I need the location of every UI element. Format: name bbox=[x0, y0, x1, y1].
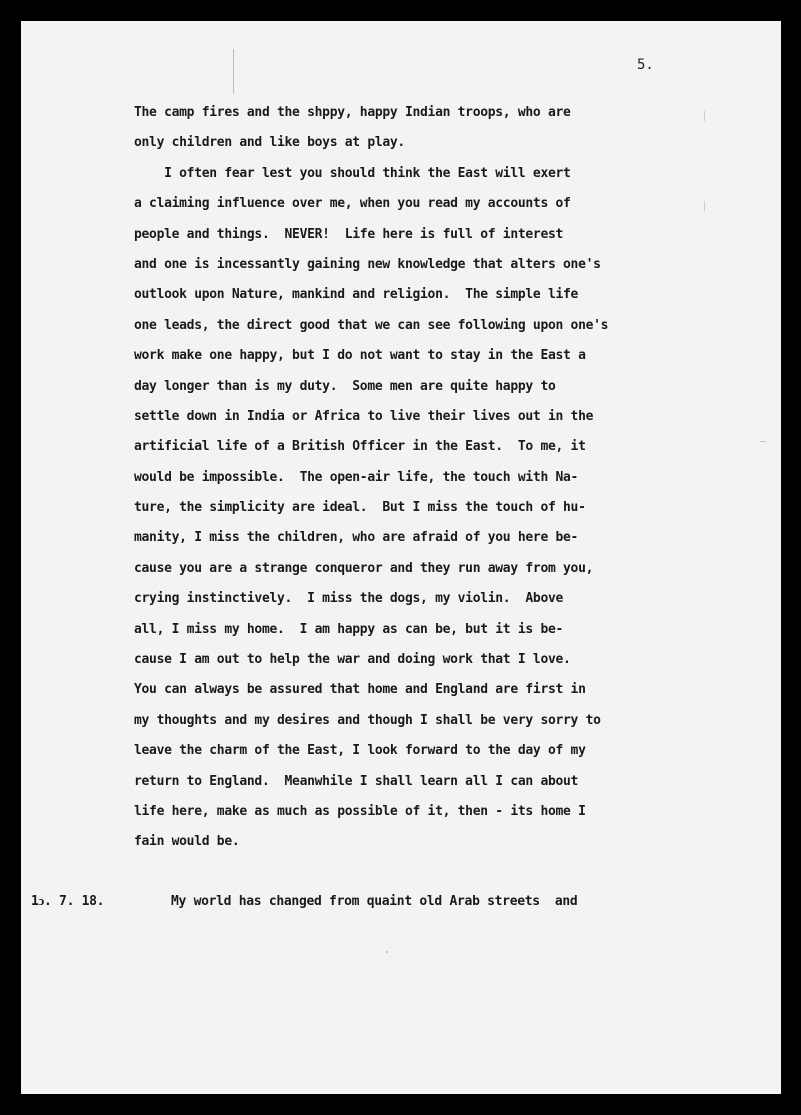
text-line: fain would be. bbox=[134, 834, 240, 850]
entry-text: My world has changed from quaint old Arab streets and bbox=[171, 894, 578, 909]
pencil-mark bbox=[704, 111, 705, 121]
pencil-mark bbox=[386, 951, 388, 953]
text-line: You can always be assured that home and England are first in bbox=[134, 682, 586, 698]
text-line: day longer than is my duty. Some men are quite happy to bbox=[134, 378, 556, 394]
document-page bbox=[21, 21, 781, 1094]
text-line: my thoughts and my desires and though I shall be very sorry to bbox=[134, 712, 601, 728]
text-line: work make one happy, but I do not want to stay in the East a bbox=[134, 348, 586, 364]
text-line: and one is incessantly gaining new knowledge that alters one's bbox=[134, 256, 601, 272]
text-line: people and things. NEVER! Life here is full of interest bbox=[134, 226, 564, 242]
text-line: a claiming influence over me, when you read my accounts of bbox=[134, 196, 571, 212]
text-line: cause you are a strange conqueror and they run away from you, bbox=[134, 560, 594, 576]
text-line: leave the charm of the East, I look forward to the day of my bbox=[134, 743, 586, 759]
text-line: ture, the simplicity are ideal. But I miss the touch of hu- bbox=[134, 500, 586, 516]
pencil-mark bbox=[704, 201, 705, 211]
text-line: artificial life of a British Officer in the East. To me, it bbox=[134, 439, 586, 455]
text-line: all, I miss my home. I am happy as can be, but it is be- bbox=[134, 621, 564, 637]
text-line: I often fear lest you should think the East will exert bbox=[134, 165, 571, 181]
text-line: cause I am out to help the war and doing work that I love. bbox=[134, 652, 571, 668]
page-number: 5. bbox=[637, 57, 654, 73]
text-line: return to England. Meanwhile I shall learn all I can about bbox=[134, 773, 579, 789]
text-line: one leads, the direct good that we can see following upon one's bbox=[134, 317, 609, 333]
diary-entry bbox=[21, 887, 781, 917]
text-line: The camp fires and the shppy, happy Indian troops, who are bbox=[134, 105, 571, 120]
text-line: only children and like boys at play. bbox=[134, 135, 405, 151]
pencil-mark bbox=[233, 49, 234, 94]
letter-body bbox=[134, 98, 734, 858]
pencil-mark bbox=[760, 441, 766, 442]
text-line: would be impossible. The open-air life, the touch with Na- bbox=[134, 469, 579, 485]
text-line: crying instinctively. I miss the dogs, my violin. Above bbox=[134, 591, 564, 607]
text-line: life here, make as much as possible of it, then - its home I bbox=[134, 803, 586, 819]
text-line: settle down in India or Africa to live their lives out in the bbox=[134, 408, 594, 424]
text-line: outlook upon Nature, mankind and religion. The simple life bbox=[134, 287, 579, 303]
text-line: manity, I miss the children, who are afraid of you here be- bbox=[134, 530, 579, 546]
entry-date: 1ↄ. 7. 18. bbox=[31, 894, 105, 909]
